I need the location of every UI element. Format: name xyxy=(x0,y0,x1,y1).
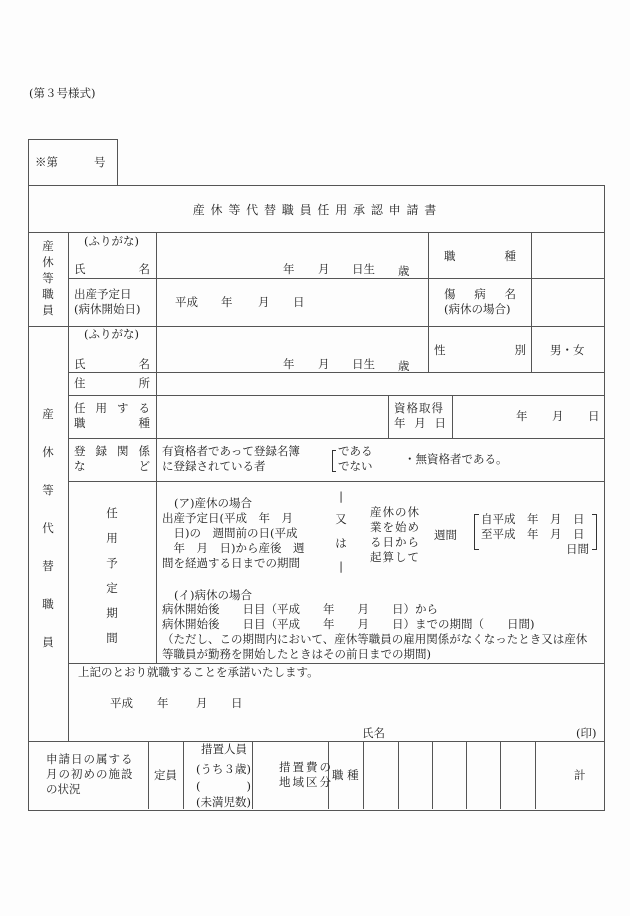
sub-birth-month: 月 xyxy=(318,357,330,371)
start-text-2: 業を始め xyxy=(370,520,420,534)
maternity-heading: (ア)産休の場合 xyxy=(174,496,252,510)
label-char: 定 xyxy=(106,581,118,595)
illness-label xyxy=(444,287,516,301)
option-not-registered[interactable]: でない xyxy=(338,459,373,473)
due-date-day: 日 xyxy=(293,295,305,309)
registration-label-l1 xyxy=(74,444,150,458)
label-part: 任 xyxy=(74,401,86,415)
start-text-3: る日から xyxy=(370,535,420,549)
label-part: 名 xyxy=(504,287,516,301)
consent-month: 月 xyxy=(196,696,208,710)
sick-heading: (イ)病休の場合 xyxy=(174,588,252,602)
total-label: 計 xyxy=(574,768,586,782)
due-date-label: 出産予定日 xyxy=(74,287,132,301)
label-char: 産 xyxy=(42,407,54,421)
bracket-right-icon xyxy=(592,514,597,550)
note-line-1: （ただし、この期間内において、産休等職員の雇用関係がなくなったとき又は産休 xyxy=(162,632,588,646)
label-char: 任 xyxy=(106,506,118,520)
job-cell-3[interactable] xyxy=(433,742,466,809)
placed-label-l4: (未満児数) xyxy=(196,795,251,809)
label-char: 又 xyxy=(335,512,347,526)
job-label-l1 xyxy=(74,401,150,415)
registered-text-l1: 有資格者であって登録名簿 xyxy=(162,444,300,458)
label-part: 月 xyxy=(414,416,426,430)
label-char: | xyxy=(339,559,343,573)
option-unqualified[interactable]: ・無資格者である。 xyxy=(404,452,508,466)
seal-mark: (印) xyxy=(576,726,597,740)
option-registered[interactable]: である xyxy=(338,444,373,458)
label-part: 関 xyxy=(117,444,129,458)
start-text-4: 起算して xyxy=(370,550,420,564)
label-part: 年 xyxy=(394,416,406,430)
consent-day: 日 xyxy=(231,696,243,710)
sub-furigana-label: (ふりがな) xyxy=(84,327,139,341)
leave-furigana-label: (ふりがな) xyxy=(84,234,139,248)
leave-birth-day: 日生 xyxy=(352,262,375,276)
label-part: 係 xyxy=(138,444,150,458)
job-cell-1[interactable] xyxy=(364,742,398,809)
label-part: 性 xyxy=(434,343,446,357)
label-part: 録 xyxy=(95,444,107,458)
leave-birth-year: 年 xyxy=(283,262,295,276)
sub-age: 歳 xyxy=(398,359,410,373)
facility-status-l3: の状況 xyxy=(46,782,81,796)
weeks-label: 週間 xyxy=(434,528,457,542)
label-part: 所 xyxy=(138,376,150,390)
qualification-label: 資格取得 xyxy=(394,401,444,415)
label-char: 員 xyxy=(42,635,54,649)
consent-year: 年 xyxy=(157,696,169,710)
label-char: 休 xyxy=(42,255,54,269)
qualification-sublabel xyxy=(394,416,446,430)
label-char: 予 xyxy=(106,556,118,570)
note-line-2: 等職員が勤務を開始したときはその前日までの期間) xyxy=(162,647,431,661)
sub-name-label xyxy=(74,357,150,371)
registered-text-l2: に登録されている者 xyxy=(162,459,266,473)
sub-birth-day: 日生 xyxy=(352,357,375,371)
label-part: 住 xyxy=(74,376,86,390)
qualification-date-input[interactable] xyxy=(453,396,603,438)
label-char: 職 xyxy=(42,597,54,611)
label-part: る xyxy=(138,401,150,415)
maternity-line-3: 年 月 日)から産後 週 xyxy=(162,541,305,555)
qual-year: 年 xyxy=(516,409,528,423)
qual-day: 日 xyxy=(588,409,600,423)
leave-job-type-input[interactable] xyxy=(532,233,603,278)
label-char: 替 xyxy=(42,559,54,573)
due-date-sublabel: (病休開始日) xyxy=(74,302,141,316)
due-date-era: 平成 xyxy=(175,295,198,309)
leave-staff-label xyxy=(32,238,64,318)
label-part: 氏 xyxy=(74,262,86,276)
label-part: 登 xyxy=(74,444,86,458)
placed-label-l1: 措置人員 xyxy=(201,742,247,756)
days-count: 日間 xyxy=(566,542,589,556)
maternity-line-1: 出産予定日(平成 年 月 xyxy=(162,511,293,525)
facility-status-l1: 申請日の属する xyxy=(46,752,134,766)
address-input[interactable] xyxy=(157,373,603,395)
label-part: 別 xyxy=(514,343,526,357)
label-char: 間 xyxy=(106,631,118,645)
job-input[interactable] xyxy=(157,396,388,438)
label-char: 員 xyxy=(42,303,54,317)
from-date: 自平成 年 月 日 xyxy=(481,512,585,526)
placed-label-l3[interactable]: ( ) xyxy=(196,779,251,793)
capacity-label: 定員 xyxy=(154,768,177,782)
to-date: 至平成 年 月 日 xyxy=(481,527,585,541)
sick-line-2: 病休開始後 日目（平成 年 月 日）までの期間（ 日間) xyxy=(162,617,535,631)
label-char: 休 xyxy=(42,445,54,459)
consent-era: 平成 xyxy=(110,696,133,710)
start-text-1: 産休の休 xyxy=(370,505,420,519)
illness-input[interactable] xyxy=(532,279,603,326)
label-part: 氏 xyxy=(74,357,86,371)
form-title: 産 休 等 代 替 職 員 任 用 承 認 申 請 書 xyxy=(192,203,438,217)
job-label-l2 xyxy=(74,416,150,430)
label-part: 傷 xyxy=(444,287,456,301)
label-part: す xyxy=(117,401,129,415)
registration-label-l2 xyxy=(74,459,150,473)
region-label-l1: 措置費の xyxy=(279,760,333,774)
sex-options[interactable]: 男・女 xyxy=(550,343,585,357)
label-char: 代 xyxy=(42,521,54,535)
bracket-left-icon xyxy=(474,514,479,550)
job-cell-5[interactable] xyxy=(501,742,535,809)
label-part: な xyxy=(74,459,86,473)
sex-label xyxy=(434,343,526,357)
qual-month: 月 xyxy=(552,409,564,423)
label-part: 職 xyxy=(444,249,456,263)
leave-birth-month: 月 xyxy=(318,262,330,276)
bracket-icon xyxy=(332,450,336,472)
address-label xyxy=(74,376,150,390)
label-char: は xyxy=(335,536,347,550)
label-char: 用 xyxy=(106,531,118,545)
leave-job-type-label xyxy=(444,249,516,263)
label-part: 種 xyxy=(504,249,516,263)
signature-label: 氏名 xyxy=(362,726,385,740)
label-char: 職 xyxy=(42,287,54,301)
label-part: 名 xyxy=(138,262,150,276)
label-part: 名 xyxy=(138,357,150,371)
job-cell-4[interactable] xyxy=(467,742,500,809)
receipt-prefix: ※第 xyxy=(35,155,58,169)
leave-age: 歳 xyxy=(398,264,410,278)
job-cell-2[interactable] xyxy=(399,742,432,809)
label-part: 病 xyxy=(474,287,486,301)
facility-status-l2: 月の初めの施設 xyxy=(46,767,134,781)
or-separator xyxy=(333,489,349,573)
label-char: 等 xyxy=(42,271,54,285)
label-part: 日 xyxy=(434,416,446,430)
signature-input[interactable] xyxy=(390,722,570,740)
label-char: 等 xyxy=(42,483,54,497)
label-part: ど xyxy=(138,459,150,473)
illness-sublabel: (病休の場合) xyxy=(444,302,511,316)
label-part: 種 xyxy=(138,416,150,430)
job-type-label: 職 種 xyxy=(332,768,359,782)
region-label-l2: 地域区分 xyxy=(279,775,333,789)
due-date-month: 月 xyxy=(258,295,270,309)
due-date-year: 年 xyxy=(221,295,233,309)
sick-line-1: 病休開始後 日目（平成 年 月 日）から xyxy=(162,602,438,616)
placed-label-l2: (うち３歳) xyxy=(196,762,251,776)
label-char: 期 xyxy=(106,606,118,620)
sub-birth-year: 年 xyxy=(283,357,295,371)
label-char: 産 xyxy=(42,239,54,253)
maternity-line-4: 間を経過する日までの期間 xyxy=(162,556,300,570)
label-part: 用 xyxy=(95,401,107,415)
consent-text: 上記のとおり就職することを承諾いたします。 xyxy=(78,665,319,679)
substitute-staff-label xyxy=(32,406,64,650)
period-label xyxy=(96,505,128,646)
receipt-suffix: 号 xyxy=(94,155,106,169)
maternity-line-2: 日)の 週間前の日(平成 xyxy=(162,526,298,540)
form-number: (第３号様式) xyxy=(29,86,96,100)
leave-name-label xyxy=(74,262,150,276)
label-char: | xyxy=(339,489,343,503)
label-part: 職 xyxy=(74,416,86,430)
